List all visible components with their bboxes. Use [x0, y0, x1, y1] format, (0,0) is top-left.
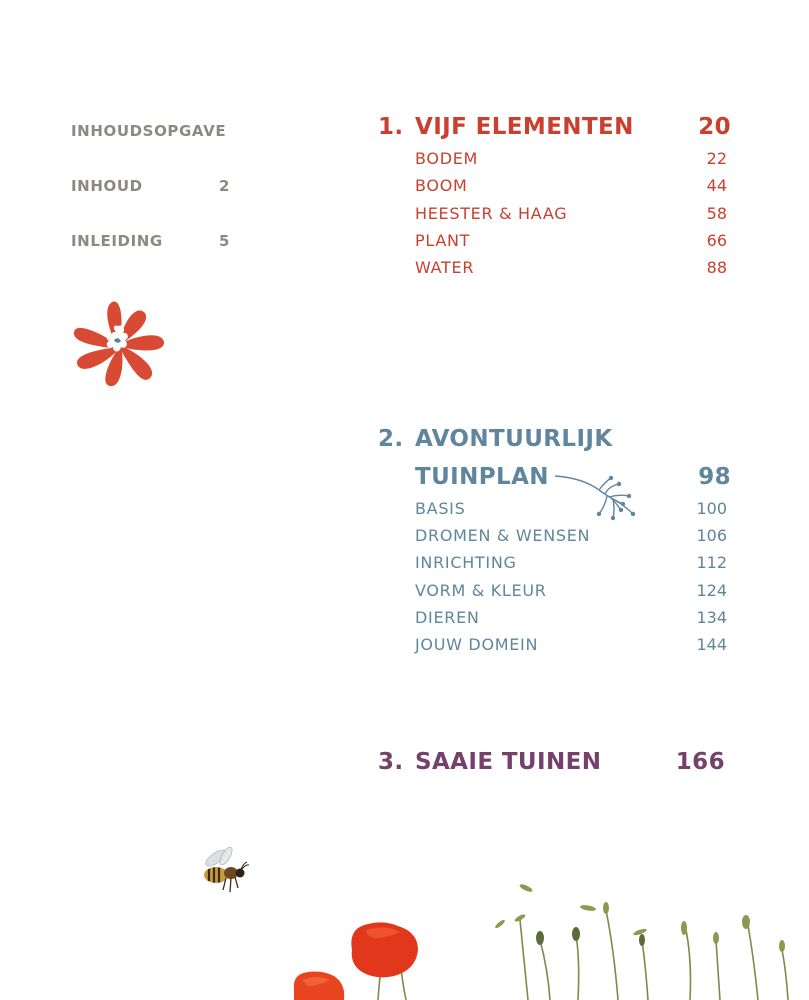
toc-item-jouw-domein-label[interactable]: JOUW DOMEIN	[415, 635, 539, 654]
toc-item-inhoud-label[interactable]: INHOUD	[71, 177, 143, 195]
toc-item-vorm-kleur-label[interactable]: VORM & KLEUR	[415, 581, 547, 600]
toc-item-water-page: 88	[706, 258, 727, 277]
toc-item-bodem-label[interactable]: BODEM	[415, 149, 479, 168]
toc-item-boom-label[interactable]: BOOM	[415, 176, 468, 195]
toc-item-water-label[interactable]: WATER	[415, 258, 475, 277]
seedhead-twig-icon	[553, 470, 645, 524]
section-1-title[interactable]: VIJF ELEMENTEN	[415, 114, 634, 140]
section-3-title[interactable]: SAAIE TUINEN	[415, 749, 602, 775]
toc-item-bodem-page: 22	[706, 149, 727, 168]
flower-icon	[68, 298, 168, 390]
bee-icon	[196, 842, 252, 898]
section-3-page: 166	[675, 749, 725, 775]
toc-item-plant-label[interactable]: PLANT	[415, 231, 471, 250]
section-2-title-line2[interactable]: TUINPLAN	[415, 464, 549, 490]
toc-item-heester-haag-page: 58	[706, 204, 727, 223]
toc-item-inleiding-page: 5	[219, 232, 230, 250]
toc-item-inleiding-label[interactable]: INLEIDING	[71, 232, 163, 250]
toc-item-dieren-label[interactable]: DIEREN	[415, 608, 480, 627]
toc-item-inrichting-label[interactable]: INRICHTING	[415, 553, 517, 572]
section-1-number: 1.	[378, 114, 404, 140]
toc-item-basis-page: 100	[696, 499, 727, 518]
toc-item-heester-haag-label[interactable]: HEESTER & HAAG	[415, 204, 568, 223]
section-3-number: 3.	[378, 749, 404, 775]
section-2-number: 2.	[378, 426, 404, 452]
section-1-page: 20	[698, 114, 731, 140]
toc-item-dromen-wensen-page: 106	[696, 526, 727, 545]
toc-item-inrichting-page: 112	[696, 553, 727, 572]
toc-item-dieren-page: 134	[696, 608, 727, 627]
poppy-meadow-image	[288, 880, 809, 1000]
toc-item-jouw-domein-page: 144	[696, 635, 727, 654]
section-2-page: 98	[698, 464, 731, 490]
toc-item-boom-page: 44	[706, 176, 727, 195]
toc-item-basis-label[interactable]: BASIS	[415, 499, 466, 518]
toc-item-plant-page: 66	[706, 231, 727, 250]
section-2-title-line1[interactable]: AVONTUURLIJK	[415, 426, 613, 452]
toc-item-inhoud-page: 2	[219, 177, 230, 195]
toc-item-vorm-kleur-page: 124	[696, 581, 727, 600]
toc-item-dromen-wensen-label[interactable]: DROMEN & WENSEN	[415, 526, 591, 545]
toc-heading: INHOUDSOPGAVE	[71, 122, 227, 140]
